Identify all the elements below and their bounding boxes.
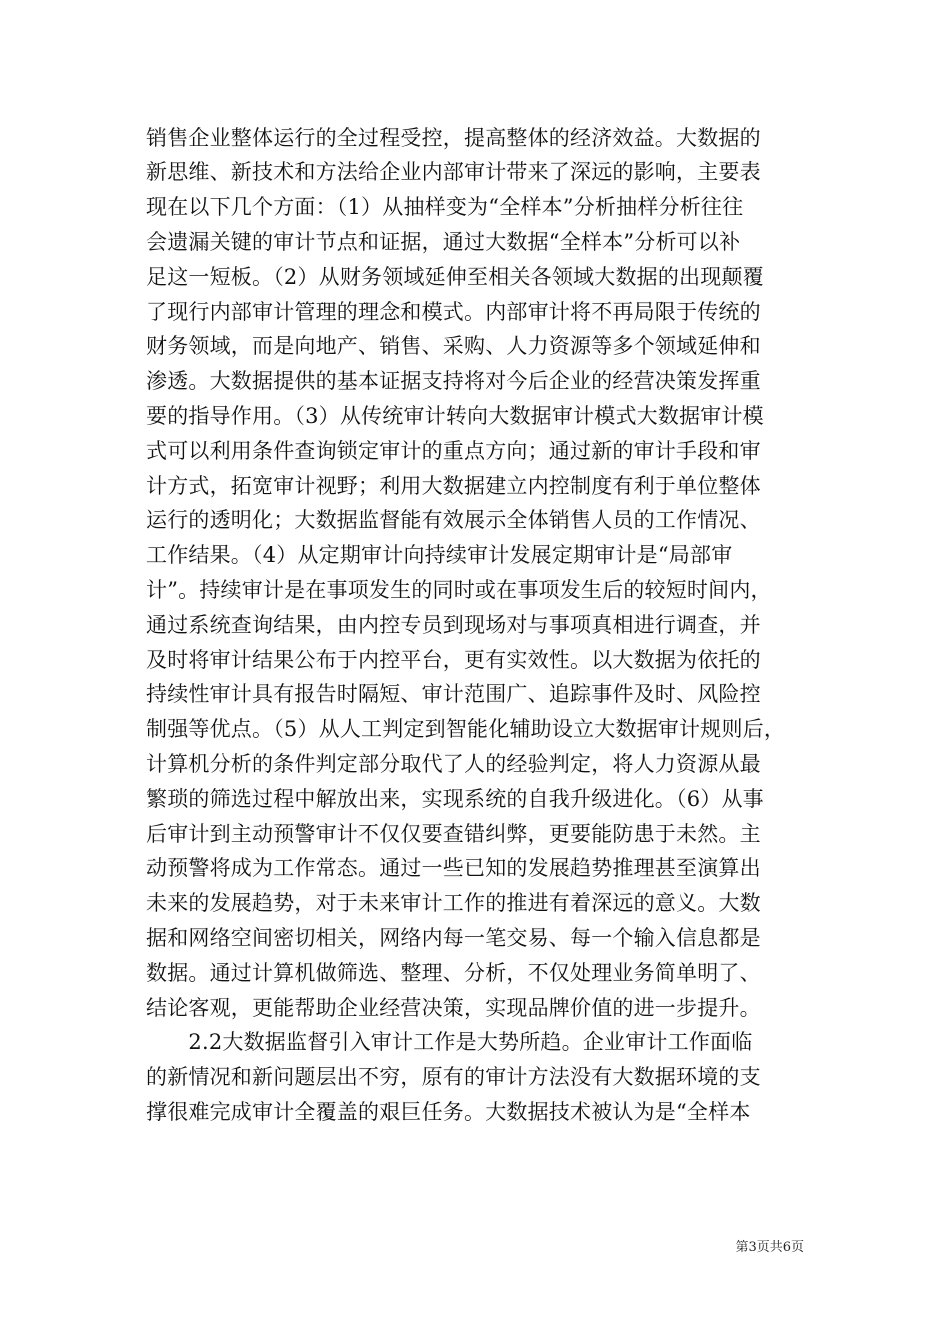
text-line-7: 财务领域，而是向地产、销售、采购、人力资源等多个领域延伸和 [146, 334, 761, 358]
text-line-9: 要的指导作用。（3）从传统审计转向大数据审计模式大数据审计模 [146, 404, 764, 428]
text-line-13: 工作结果。（4）从定期审计向持续审计发展定期审计是“局部审 [146, 543, 733, 567]
text-line-1: 销售企业整体运行的全过程受控，提高整体的经济效益。大数据的 [146, 126, 761, 150]
text-line-19: 计算机分析的条件判定部分取代了人的经验判定，将人力资源从最 [146, 752, 761, 776]
text-line-2: 新思维、新技术和方法给企业内部审计带来了深远的影响，主要表 [146, 160, 761, 184]
text-line-20: 繁琐的筛选过程中解放出来，实现系统的自我升级进化。（6）从事 [146, 787, 764, 811]
text-line-16: 及时将审计结果公布于内控平台，更有实效性。以大数据为依托的 [146, 648, 761, 672]
text-line-24: 据和网络空间密切相关，网络内每一笔交易、每一个输入信息都是 [146, 926, 761, 950]
text-line-23: 未来的发展趋势，对于未来审计工作的推进有着深远的意义。大数 [146, 891, 761, 915]
text-line-10: 式可以利用条件查询锁定审计的重点方向；通过新的审计手段和审 [146, 439, 761, 463]
text-line-29: 撑很难完成审计全覆盖的艰巨任务。大数据技术被认为是“全样本 [146, 1100, 751, 1124]
text-line-14: 计”。持续审计是在事项发生的同时或在事项发生后的较短时间内， [146, 578, 772, 602]
text-line-17: 持续性审计具有报告时隔短、审计范围广、追踪事件及时、风险控 [146, 682, 761, 706]
text-line-26: 结论客观，更能帮助企业经营决策，实现品牌价值的进一步提升。 [146, 996, 761, 1020]
text-line-4: 会遗漏关键的审计节点和证据，通过大数据“全样本”分析可以补 [146, 230, 741, 254]
text-line-3: 现在以下几个方面：（1）从抽样变为“全样本”分析抽样分析往往 [146, 195, 744, 219]
text-line-25: 数据。通过计算机做筛选、整理、分析，不仅处理业务简单明了、 [146, 961, 761, 985]
text-line-15: 通过系统查询结果，由内控专员到现场对与事项真相进行调查，并 [146, 613, 761, 637]
text-line-6: 了现行内部审计管理的理念和模式。内部审计将不再局限于传统的 [146, 300, 761, 324]
text-line-28: 的新情况和新问题层出不穷，原有的审计方法没有大数据环境的支 [146, 1065, 761, 1089]
text-line-22: 动预警将成为工作常态。通过一些已知的发展趋势推理甚至演算出 [146, 856, 761, 880]
text-line-11: 计方式，拓宽审计视野；利用大数据建立内控制度有利于单位整体 [146, 474, 761, 498]
text-line-21: 后审计到主动预警审计不仅仅要查错纠弊，更要能防患于未然。主 [146, 822, 761, 846]
text-line-12: 运行的透明化；大数据监督能有效展示全体销售人员的工作情况、 [146, 508, 761, 532]
text-line-18: 制强等优点。（5）从人工判定到智能化辅助设立大数据审计规则后， [146, 717, 786, 741]
text-line-5: 足这一短板。（2）从财务领域延伸至相关各领域大数据的出现颠覆 [146, 265, 764, 289]
page-number-footer: 第3页共6页 [735, 1240, 804, 1255]
text-line-8: 渗透。大数据提供的基本证据支持将对今后企业的经营决策发挥重 [146, 369, 761, 393]
text-line-27: 2.2大数据监督引入审计工作是大势所趋。企业审计工作面临 [146, 1030, 753, 1054]
